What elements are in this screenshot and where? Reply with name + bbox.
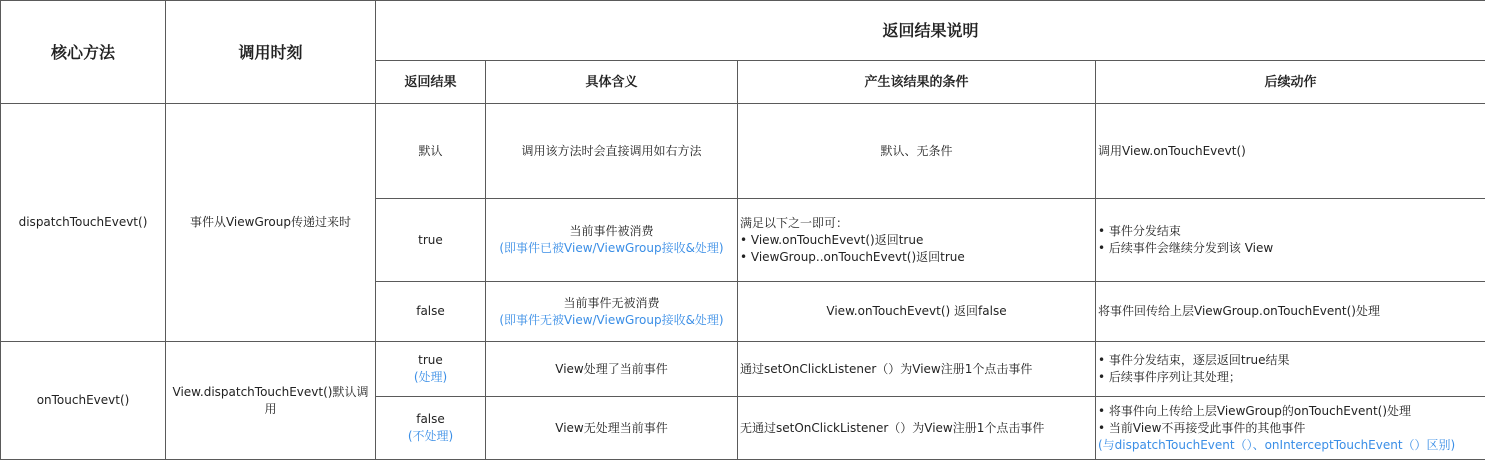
meaning-note: (即事件无被View/ViewGroup接收&处理) [499,312,724,327]
result-note: (处理) [413,370,448,384]
moment-cell: View.dispatchTouchEvevt()默认调用 [166,342,376,460]
action-item: • 当前View不再接受此事件的其他事件 [1098,420,1483,437]
action-cell [1096,397,1485,460]
meaning-cell: View处理了当前事件 [486,342,738,397]
condition-title: 满足以下之一即可： [740,215,849,230]
condition-cell: 通过setOnClickListener（）为View注册1个点击事件 [738,342,1096,397]
action-item: • 将事件向上传给上层ViewGroup的onTouchEvent()处理 [1098,403,1483,420]
header-core-method: 核心方法 [1,1,166,104]
condition-item: • ViewGroup..onTouchEvevt()返回true [740,249,1093,266]
result-cell [376,397,486,460]
condition-cell [738,199,1096,282]
action-note: (与dispatchTouchEvent（）、onInterceptTouchEvent（）区别) [1098,437,1456,452]
action-item: • 事件分发结束 [1098,223,1483,240]
meaning-cell: 调用该方法时会直接调用如右方法 [486,104,738,199]
header-return-desc: 返回结果说明 [376,1,1485,61]
action-cell: 将事件回传给上层ViewGroup.onTouchEvent()处理 [1096,282,1485,342]
result-cell [376,342,486,397]
table-row [1,104,1485,199]
header-call-moment: 调用时刻 [166,1,376,104]
result-cell: 默认 [376,104,486,199]
header-row-1 [1,1,1485,61]
condition-item: • View.onTouchEvevt()返回true [740,232,1093,249]
meaning-text: 当前事件无被消费 [563,295,660,310]
result-cell: true [376,199,486,282]
result-note: (不处理) [407,429,454,443]
header-return-result: 返回结果 [376,61,486,104]
header-meaning: 具体含义 [486,61,738,104]
meaning-note: (即事件已被View/ViewGroup接收&处理) [499,241,724,255]
action-item: • 后续事件序列让其处理； [1098,369,1483,386]
result-text: true [418,353,443,367]
meaning-cell [486,282,738,342]
meaning-cell: View无处理当前事件 [486,397,738,460]
meaning-cell [486,199,738,282]
result-text: false [416,412,445,426]
table-row [1,342,1485,397]
action-cell: 调用View.onTouchEvevt() [1096,104,1485,199]
condition-cell: 默认、无条件 [738,104,1096,199]
header-follow-up: 后续动作 [1096,61,1485,104]
method-cell: dispatchTouchEvevt() [1,104,166,342]
meaning-text: 当前事件被消费 [569,224,654,238]
method-cell: onTouchEvevt() [1,342,166,460]
action-cell [1096,342,1485,397]
condition-cell: View.onTouchEvevt() 返回false [738,282,1096,342]
action-item: • 事件分发结束，逐层返回true结果 [1098,352,1483,369]
result-cell: false [376,282,486,342]
action-cell [1096,199,1485,282]
condition-cell: 无通过setOnClickListener（）为View注册1个点击事件 [738,397,1096,460]
moment-cell: 事件从ViewGroup传递过来时 [166,104,376,342]
action-item: • 后续事件会继续分发到该 View [1098,240,1483,257]
header-condition: 产生该结果的条件 [738,61,1096,104]
